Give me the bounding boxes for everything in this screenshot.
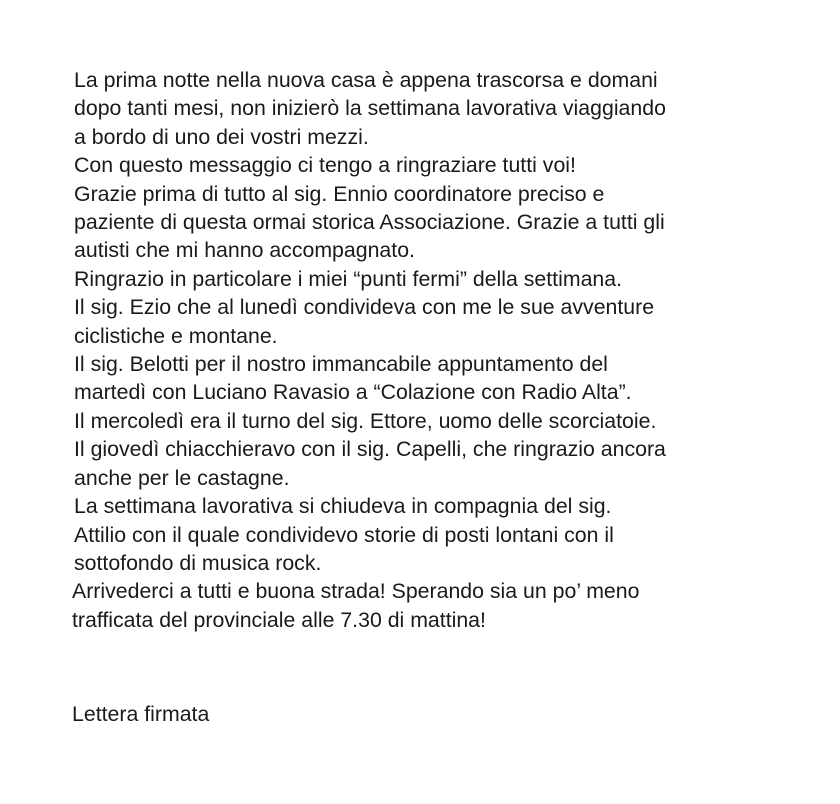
signature: Lettera firmata (72, 702, 210, 726)
letter-line: martedì con Luciano Ravasio a “Colazione con Radio Alta”. (74, 380, 632, 405)
letter-line: Con questo messaggio ci tengo a ringraziare tutti voi! (74, 153, 576, 178)
letter-line: a bordo di uno dei vostri mezzi. (74, 124, 369, 149)
letter-line: paziente di questa ormai storica Associazione. Grazie a tutti gli (74, 210, 665, 235)
letter-body (74, 66, 774, 634)
letter-line: Attilio con il quale condividevo storie di posti lontani con il (74, 522, 614, 547)
letter-line: ciclistiche e montane. (74, 323, 278, 348)
letter-line: Grazie prima di tutto al sig. Ennio coordinatore preciso e (74, 181, 605, 206)
letter-line: Il sig. Ezio che al lunedì condivideva con me le sue avventure (74, 295, 655, 320)
letter-line: Il giovedì chiacchieravo con il sig. Capelli, che ringrazio ancora (74, 437, 666, 462)
letter-line: Il mercoledì era il turno del sig. Ettore, uomo delle scorciatoie. (74, 408, 657, 433)
letter-line: sottofondo di musica rock. (74, 550, 322, 575)
letter-line: Ringrazio in particolare i miei “punti fermi” della settimana. (74, 266, 623, 291)
letter-line: La settimana lavorativa si chiudeva in compagnia del sig. (74, 494, 612, 519)
letter-line: Il sig. Belotti per il nostro immancabile appuntamento del (74, 352, 608, 377)
letter-line: Arrivederci a tutti e buona strada! Sperando sia un po’ meno (72, 579, 640, 604)
letter-line: anche per le castagne. (74, 465, 290, 490)
letter-line: dopo tanti mesi, non inizierò la settimana lavorativa viaggiando (74, 96, 666, 121)
letter-line: trafficata del provinciale alle 7.30 di mattina! (72, 607, 486, 632)
letter-line: La prima notte nella nuova casa è appena trascorsa e domani (74, 68, 658, 92)
letter-line: autisti che mi hanno accompagnato. (74, 238, 415, 263)
